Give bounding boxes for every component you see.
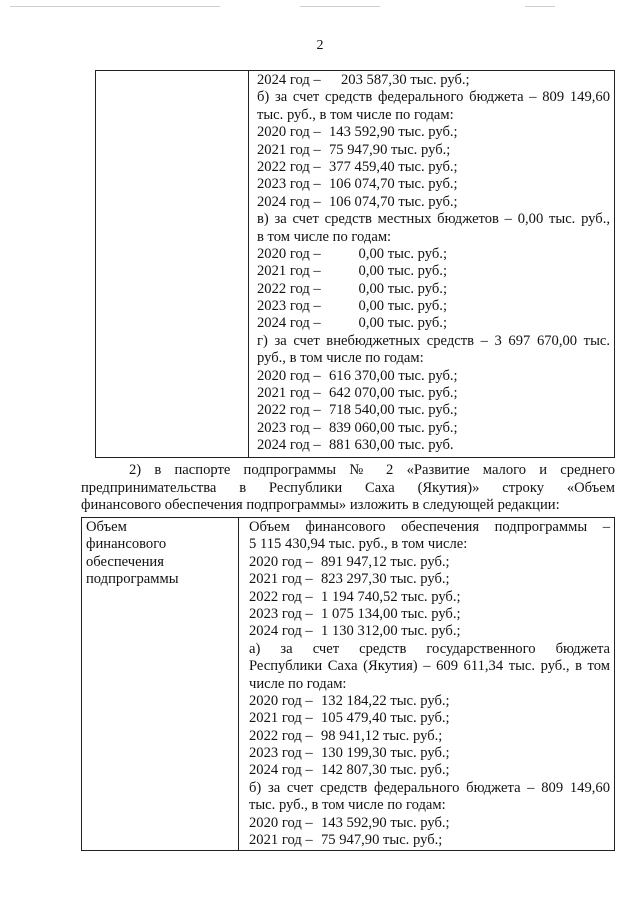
amount-value: 1 194 740,52 тыс. руб.;: [321, 588, 461, 605]
year-line: [249, 693, 610, 710]
extra-intro-cont: руб., в том числе по годам:: [257, 350, 424, 367]
total-list: [249, 554, 610, 641]
year-label: 2022 год –: [257, 158, 321, 175]
state-list: [249, 693, 610, 780]
year-line: [257, 159, 610, 176]
year-line: [257, 142, 610, 159]
amount-value: 0,00 тыс. руб.;: [358, 315, 447, 332]
amount-value: 1 075 134,00 тыс. руб.;: [321, 605, 461, 622]
amount-value: 132 184,22 тыс. руб.;: [321, 692, 450, 709]
year-line: [257, 315, 610, 332]
year-label: 2021 год –: [257, 385, 321, 402]
year-label: 2023 год –: [249, 605, 313, 622]
year-line: [249, 606, 610, 623]
year-line: [257, 437, 610, 454]
amount-value: 377 459,40 тыс. руб.;: [329, 158, 458, 175]
amount-value: 105 479,40 тыс. руб.;: [321, 710, 450, 727]
scan-artifact-line: [525, 6, 555, 7]
amount-value: 143 592,90 тыс. руб.;: [329, 124, 458, 141]
total-intro-cont: 5 115 430,94 тыс. руб., в том числе:: [249, 536, 468, 553]
federal-intro-cont: тыс. руб., в том числе по годам:: [257, 106, 454, 123]
amount-value: 106 074,70 тыс. руб.;: [329, 176, 458, 193]
year-label: 2021 год –: [249, 710, 313, 727]
year-label: 2020 год –: [257, 245, 321, 262]
amount-value: 881 630,00 тыс. руб.: [329, 437, 454, 454]
year-label: 2021 год –: [257, 263, 321, 280]
year-line: [257, 368, 610, 385]
year-line: [249, 762, 610, 779]
label-cell-empty: [96, 71, 249, 458]
label-line: Объем: [86, 519, 127, 535]
year-label: 2021 год –: [249, 571, 313, 588]
amount-value: 75 947,90 тыс. руб.;: [329, 141, 451, 158]
year-line: [257, 420, 610, 437]
extra-list: [257, 368, 610, 455]
amount-value: 839 060,00 тыс. руб.;: [329, 419, 458, 436]
label-line: подпрограммы: [86, 571, 179, 588]
financing-table-continued: [95, 70, 615, 458]
year-label: 2023 год –: [257, 298, 321, 315]
year-line: [249, 710, 610, 727]
federal-list: [257, 124, 610, 211]
state-intro: а) за счет средств государственного бюджета: [249, 640, 610, 657]
amount-value: 823 297,30 тыс. руб.;: [321, 571, 450, 588]
year-label: 2024 год –: [257, 193, 321, 210]
year-label: 2020 год –: [249, 553, 313, 570]
year-label: 2024 год –: [249, 623, 313, 640]
label-line: финансового: [86, 536, 167, 553]
year-line: [249, 745, 610, 762]
subprogram-financing-table: [81, 517, 615, 851]
year-label: 2022 год –: [257, 280, 321, 297]
amount-value: 1 130 312,00 тыс. руб.;: [321, 623, 461, 640]
amount-value: 106 074,70 тыс. руб.;: [329, 193, 458, 210]
year-label: 2024 год –: [257, 315, 321, 332]
paragraph-line: предпринимательства в Республики Саха (Якутия)» строку «Объем: [81, 479, 615, 496]
year-label: 2021 год –: [257, 141, 321, 158]
year-label: 2020 год –: [249, 692, 313, 709]
year-label: 2020 год –: [257, 367, 321, 384]
year-line: [257, 124, 610, 141]
page-number: 2: [316, 38, 324, 53]
amount-value: 75 947,90 тыс. руб.;: [321, 832, 443, 849]
year-line: [249, 623, 610, 640]
amount-value: 616 370,00 тыс. руб.;: [329, 367, 458, 384]
local-intro-cont: в том числе по годам:: [257, 228, 392, 245]
state-intro-cont: числе по годам:: [249, 675, 347, 692]
federal-intro-cont: тыс. руб., в том числе по годам:: [249, 797, 446, 814]
label-line: обеспечения: [86, 553, 164, 570]
amount-value: 143 592,90 тыс. руб.;: [321, 814, 450, 831]
federal-intro: б) за счет средств федерального бюджета – 809 149,60: [257, 89, 610, 106]
extra-intro: г) за счет внебюджетных средств – 3 697 670,00 тыс.: [257, 332, 610, 349]
year-line: [249, 728, 610, 745]
year-line: [257, 385, 610, 402]
year-label: 2022 год –: [249, 727, 313, 744]
year-line: [257, 402, 610, 419]
year-label: 2021 год –: [249, 832, 313, 849]
amounts-cell: [239, 518, 615, 851]
year-line: [249, 815, 610, 832]
scan-artifact-line: [10, 6, 220, 7]
amount-value: 718 540,00 тыс. руб.;: [329, 402, 458, 419]
total-intro: Объем финансового обеспечения подпрограммы –: [249, 519, 610, 535]
amount-value: 0,00 тыс. руб.;: [358, 280, 447, 297]
year-label: 2023 год –: [257, 419, 321, 436]
label-cell: [82, 518, 239, 851]
year-label: 2022 год –: [257, 402, 321, 419]
year-label: 2020 год –: [257, 124, 321, 141]
amendment-paragraph: [81, 462, 615, 515]
year-label: 2020 год –: [249, 814, 313, 831]
year-line: [249, 571, 610, 588]
paragraph-line: финансового обеспечения подпрограммы» изложить в следующей редакции:: [81, 497, 560, 514]
year-line: 2024 год – 203 587,30 тыс. руб.;: [257, 72, 470, 88]
year-line: [257, 246, 610, 263]
year-line: [249, 589, 610, 606]
local-list: [257, 246, 610, 333]
amount-value: 0,00 тыс. руб.;: [358, 263, 447, 280]
amount-value: 0,00 тыс. руб.;: [358, 245, 447, 262]
year-line: [257, 176, 610, 193]
year-label: 2023 год –: [249, 745, 313, 762]
local-intro: в) за счет средств местных бюджетов – 0,00 тыс. руб.,: [257, 211, 610, 228]
year-label: 2024 год –: [257, 437, 321, 454]
amount-value: 98 941,12 тыс. руб.;: [321, 727, 443, 744]
year-line: [257, 194, 610, 211]
amount-value: 642 070,00 тыс. руб.;: [329, 385, 458, 402]
year-line: [249, 832, 610, 849]
year-label: 2024 год –: [249, 762, 313, 779]
year-label: 2023 год –: [257, 176, 321, 193]
state-intro-cont: Республики Саха (Якутия) – 609 611,34 тыс. руб., в том: [249, 658, 610, 675]
amounts-cell: [249, 71, 615, 458]
year-label: 2022 год –: [249, 588, 313, 605]
amount-value: 142 807,30 тыс. руб.;: [321, 762, 450, 779]
year-line: [257, 281, 610, 298]
amount-value: 0,00 тыс. руб.;: [358, 298, 447, 315]
paragraph-line: 2) в паспорте подпрограммы № 2 «Развитие малого и среднего: [129, 462, 615, 478]
amount-value: 130 199,30 тыс. руб.;: [321, 745, 450, 762]
federal-list: [249, 815, 610, 850]
federal-intro: б) за счет средств федерального бюджета – 809 149,60: [249, 779, 610, 796]
scan-artifact-line: [300, 6, 380, 7]
year-line: [257, 298, 610, 315]
year-line: [249, 554, 610, 571]
year-line: [257, 263, 610, 280]
amount-value: 891 947,12 тыс. руб.;: [321, 553, 450, 570]
